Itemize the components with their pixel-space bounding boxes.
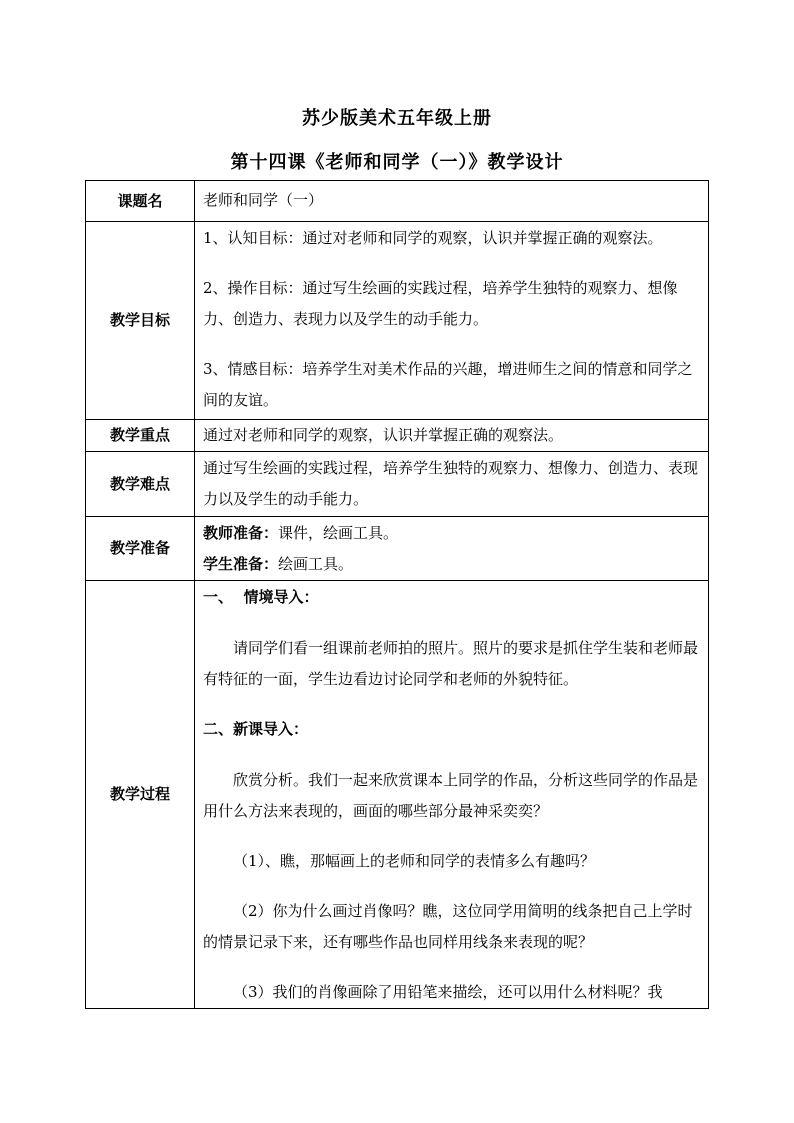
value-prep (195, 517, 709, 581)
student-prep (203, 549, 702, 580)
question-item: （2）你为什么画过肖像吗？瞧，这位同学用简明的线条把自己上学时的情景记录下来，还有哪些作品也同样用线条来表现的呢？ (203, 902, 693, 951)
value-process (195, 581, 709, 1009)
value-key: 通过对老师和同学的观察，认识并掌握正确的观察法。 (195, 420, 709, 452)
student-prep-value: 绘画工具。 (278, 554, 354, 573)
value-topic: 老师和同学（一） (195, 181, 709, 222)
label-process: 教学过程 (86, 581, 195, 1009)
row-topic (86, 181, 709, 222)
row-process (86, 581, 709, 1009)
teacher-prep (203, 518, 702, 549)
label-difficulty: 教学难点 (86, 452, 195, 517)
document-title: 苏少版美术五年级上册 (302, 108, 492, 129)
student-prep-label: 学生准备： (203, 554, 279, 573)
section-text: 欣赏分析。我们一起来欣赏课本上同学的作品，分析这些同学的作品是用什么方法来表现的，画面的哪些部分最神采奕奕？ (203, 771, 699, 820)
section-heading: 一、 情境导入： (203, 588, 319, 606)
value-goals (195, 222, 709, 420)
section-heading: 二、新课导入： (203, 720, 309, 738)
row-prep (86, 517, 709, 581)
label-key: 教学重点 (86, 420, 195, 452)
label-goals: 教学目标 (86, 222, 195, 420)
teacher-prep-value: 课件，绘画工具。 (278, 523, 399, 542)
goal-item: 2、操作目标：通过写生绘画的实践过程，培养学生独特的观察力、想像力、创造力、表现力以及学生的动手能力。 (203, 279, 678, 328)
row-difficulty (86, 452, 709, 517)
question-item: （3）我们的肖像画除了用铅笔来描绘，还可以用什么材料呢？我 (233, 983, 663, 1001)
goal-item: 3、情感目标：培养学生对美术作品的兴趣，增进师生之间的情意和同学之间的友谊。 (203, 360, 693, 409)
lesson-plan-table (85, 180, 709, 1009)
row-key (86, 420, 709, 452)
label-topic: 课题名 (86, 181, 195, 222)
goal-item: 1、认知目标：通过对老师和同学的观察，认识并掌握正确的观察法。 (203, 229, 663, 247)
teacher-prep-label: 教师准备： (203, 523, 279, 542)
lesson-title: 第十四课《老师和同学（一）》教学设计 (230, 152, 564, 173)
value-difficulty: 通过写生绘画的实践过程，培养学生独特的观察力、想像力、创造力、表现力以及学生的动手能力。 (195, 452, 709, 517)
section-text: 请同学们看一组课前老师拍的照片。照片的要求是抓住学生装和老师最有特征的一面，学生边看边讨论同学和老师的外貌特征。 (203, 639, 699, 688)
row-goals (86, 222, 709, 420)
label-prep: 教学准备 (86, 517, 195, 581)
question-item: （1）、瞧，那幅画上的老师和同学的表情多么有趣吗？ (233, 852, 596, 870)
